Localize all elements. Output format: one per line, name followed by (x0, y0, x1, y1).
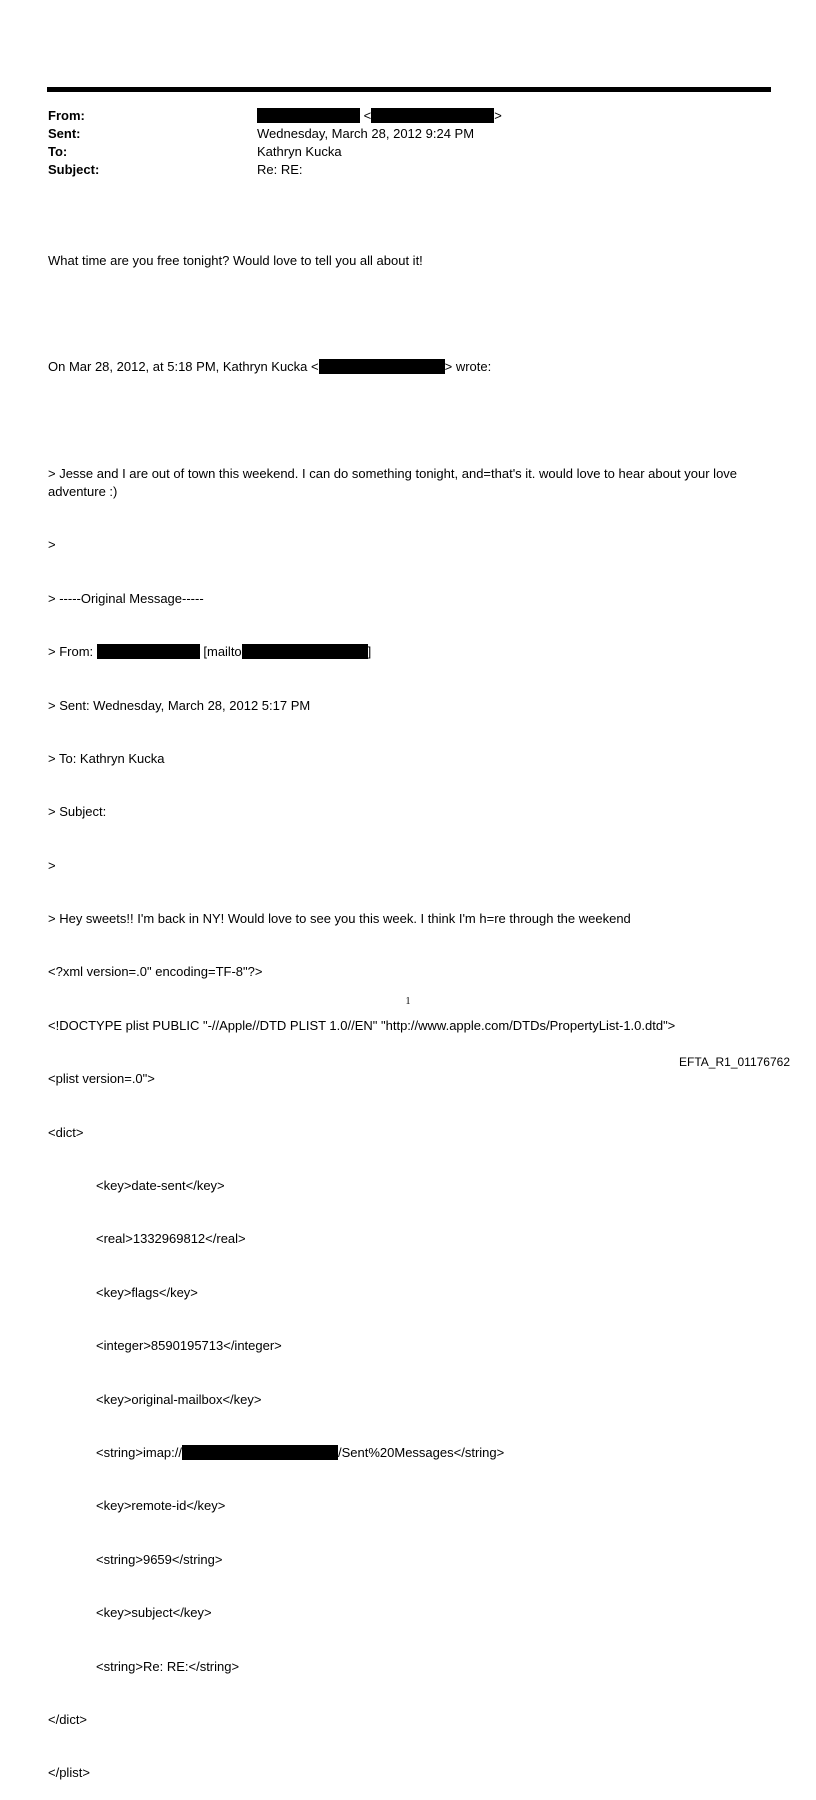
redaction-block (319, 359, 445, 374)
value-remote-id: <string>9659</string> (96, 1551, 223, 1567)
page-number: 1 (405, 996, 411, 1007)
quote-gt: > (48, 857, 56, 873)
from-lt: < (363, 108, 372, 123)
original-to-line: > To: Kathryn Kucka (48, 750, 165, 766)
redaction-block (242, 644, 368, 659)
key-flags: <key>flags</key> (96, 1284, 198, 1300)
from-gt: > (494, 108, 502, 123)
original-from-mailto: [mailto (199, 644, 242, 660)
subject-value: Re: RE: (257, 162, 303, 177)
xml-declaration: <?xml version=.0" encoding=TF-8"?> (48, 964, 263, 980)
redaction-block (182, 1445, 338, 1460)
redaction-block (97, 644, 200, 659)
to-label: To: (48, 144, 68, 159)
dict-open: <dict> (48, 1124, 84, 1140)
key-original-mailbox: <key>original-mailbox</key> (96, 1391, 262, 1407)
key-date-sent: <key>date-sent</key> (96, 1178, 225, 1194)
to-value: Kathryn Kucka (257, 144, 342, 159)
key-subject: <key>subject</key> (96, 1605, 212, 1621)
header-rule (47, 87, 771, 92)
doctype-line: <!DOCTYPE plist PUBLIC "-//Apple//DTD PLIST 1.0//EN" "http://www.apple.com/DTDs/PropertyList-1.0.dtd"> (48, 1017, 676, 1033)
message-body (48, 216, 768, 1800)
redaction-block (371, 108, 494, 123)
redaction-block (257, 108, 360, 123)
mailbox-prefix: <string>imap:// (96, 1444, 182, 1460)
plist-open: <plist version=.0"> (48, 1071, 155, 1087)
dict-close: </dict> (48, 1711, 88, 1727)
subject-label: Subject: (48, 162, 100, 177)
mailbox-suffix: /Sent%20Messages</string> (338, 1444, 505, 1460)
sent-label: Sent: (48, 126, 81, 141)
original-from-prefix: > From: (48, 644, 97, 660)
value-subject: <string>Re: RE:</string> (96, 1658, 240, 1674)
wrote-line (48, 358, 768, 376)
plist-close: </plist> (48, 1765, 90, 1781)
wrote-prefix: On Mar 28, 2012, at 5:18 PM, Kathryn Kucka < (48, 359, 319, 375)
reply-line: What time are you free tonight? Would love to tell you all about it! (48, 252, 423, 268)
quote-line: > Jesse and I are out of town this weekend. I can do something tonight, and=that's it. would love to hear about your love adventure :) (48, 466, 738, 499)
wrote-suffix: > wrote: (444, 359, 492, 375)
value-date-sent: <real>1332969812</real> (96, 1231, 246, 1247)
value-flags: <integer>8590195713</integer> (96, 1338, 282, 1354)
quote-gt: > (48, 537, 56, 553)
original-subject-line: > Subject: (48, 804, 107, 820)
from-value (257, 107, 502, 125)
original-from-end: ] (367, 644, 372, 660)
original-sent-line: > Sent: Wednesday, March 28, 2012 5:17 PM (48, 697, 311, 713)
original-from-line (48, 643, 768, 661)
sent-value: Wednesday, March 28, 2012 9:24 PM (257, 126, 475, 141)
document-id: EFTA_R1_01176762 (679, 1055, 790, 1069)
value-original-mailbox (48, 1444, 768, 1462)
hey-line: > Hey sweets!! I'm back in NY! Would love to see you this week. I think I'm h=re through the weekend (48, 911, 631, 927)
original-message-line: > -----Original Message----- (48, 590, 204, 606)
from-label: From: (48, 108, 85, 123)
key-remote-id: <key>remote-id</key> (96, 1498, 226, 1514)
